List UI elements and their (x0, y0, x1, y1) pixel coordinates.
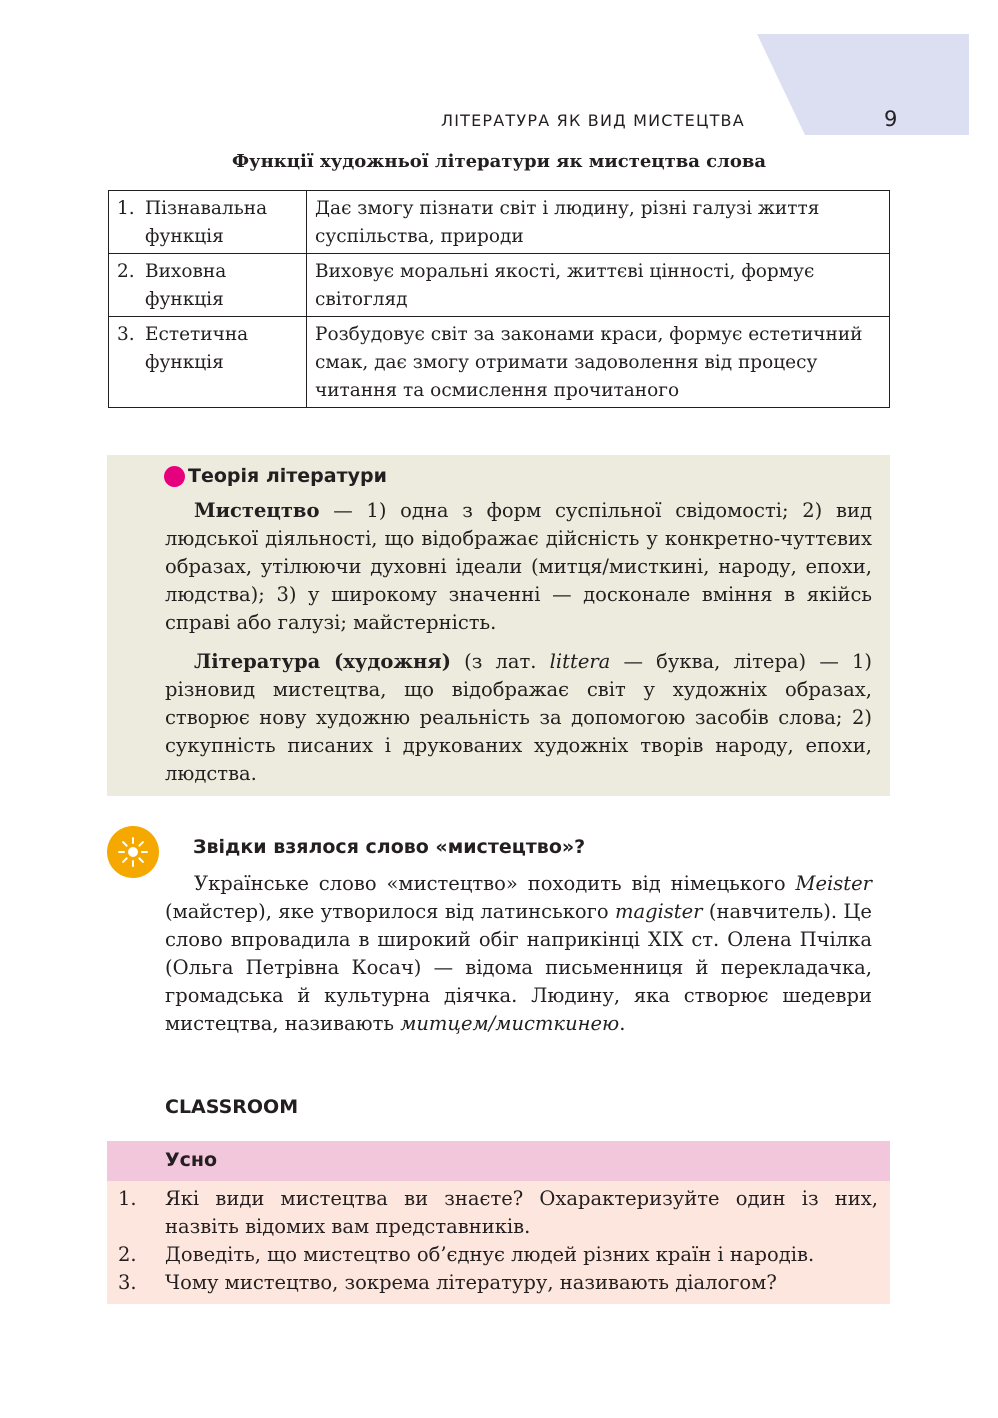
corner-decoration (757, 34, 969, 135)
list-item (118, 1241, 878, 1269)
oral-header-band (107, 1141, 890, 1181)
oral-title: Усно (165, 1149, 218, 1171)
question-list (118, 1185, 878, 1297)
term-artist: митцем/мисткинею (400, 1012, 620, 1035)
word-origin-heading: Звідки взялося слово «мистецтво»? (193, 836, 586, 858)
question-number: 3. (118, 1271, 137, 1294)
table-row (109, 317, 890, 408)
definition-literature-text: — буква, літера) — 1) різновид мистецтва, що відображає світ у художніх образах, створює нову художню реальність за допомогою засобів слова; 2) сукупність писаних і друкованих художніх творів народу, епохи, людства. (165, 650, 872, 785)
question-text: Чому мистецтво, зокрема літературу, називають діалогом? (165, 1271, 777, 1294)
function-desc: Дає змогу пізнати світ і людину, різні галузі життя суспільства, природи (307, 191, 890, 254)
table-row (109, 191, 890, 254)
definition-art-text: — 1) одна з форм суспільної свідомості; 2) вид людської діяльності, що відображає дійсність у конкретно-чуттєвих образах, утілюючи духовні ідеали (митця/мисткині, народу, епохи, людства); 3) у широкому значенні — досконале вміння в якійсь справі або галузі; майстерність. (165, 499, 872, 634)
list-item (118, 1185, 878, 1241)
table-title: Функції художньої літератури як мистецтва слова (231, 151, 767, 172)
word-origin-text-part: (майстер), яке утворилося від латинського (165, 900, 615, 923)
word-origin-text-part: (навчитель). Це слово впровадила в широкий обіг наприкінці XIX ст. Олена Пчілка (Ольга Петрівна Косач) — відома письменниця й перекладачка, громадська й культурна діячка. Людину, яка створює шедеври мистецтва, називають (165, 900, 872, 1035)
function-name-cell (109, 317, 307, 408)
function-name: Пізнавальна (145, 198, 268, 219)
word-origin-text (165, 870, 872, 1038)
definition-literature-text: (з лат. (450, 650, 550, 673)
latin-word: magister (614, 900, 703, 923)
definition-art (165, 497, 872, 637)
question-number: 2. (118, 1243, 137, 1266)
term-art: Мистецтво (194, 499, 320, 522)
question-text: Які види мистецтва ви знаєте? Охарактеризуйте один із них, назвіть відомих вам представників. (165, 1187, 878, 1238)
word-origin-text-part: Українське слово «мистецтво» походить від німецького (194, 872, 796, 895)
bullet-dot-icon (164, 466, 185, 487)
function-word: функція (145, 226, 224, 247)
page-number: 9 (884, 107, 898, 131)
table-row (109, 254, 890, 317)
function-desc: Розбудовує світ за законами краси, формує естетичний смак, дає змогу отримати задоволення від процесу читання та осмислення прочитаного (307, 317, 890, 408)
row-number: 3. (117, 324, 135, 345)
term-literature: Література (художня) (194, 650, 451, 673)
latin-word: littera (549, 650, 611, 673)
running-head: ЛІТЕРАТУРА ЯК ВИД МИСТЕЦТВА (441, 111, 745, 130)
function-desc: Виховує моральні якості, життєві цінності, формує світогляд (307, 254, 890, 317)
theory-heading-text: Теорія літератури (188, 465, 387, 487)
question-number: 1. (118, 1187, 137, 1210)
row-number: 2. (117, 261, 135, 282)
sun-icon (107, 826, 159, 878)
functions-table (108, 190, 890, 408)
definition-literature (165, 648, 872, 788)
theory-heading (164, 465, 387, 487)
function-name: Естетична (145, 324, 249, 345)
function-name-cell (109, 191, 307, 254)
function-word: функція (145, 352, 224, 373)
german-word: Meister (795, 872, 872, 895)
question-text: Доведіть, що мистецтво об’єднує людей різних країн і народів. (165, 1243, 815, 1266)
function-word: функція (145, 289, 224, 310)
function-name-cell (109, 254, 307, 317)
row-number: 1. (117, 198, 135, 219)
function-name: Виховна (145, 261, 227, 282)
word-origin-text-part: . (619, 1012, 626, 1035)
classroom-label: CLASSROOM (165, 1096, 299, 1118)
list-item (118, 1269, 878, 1297)
